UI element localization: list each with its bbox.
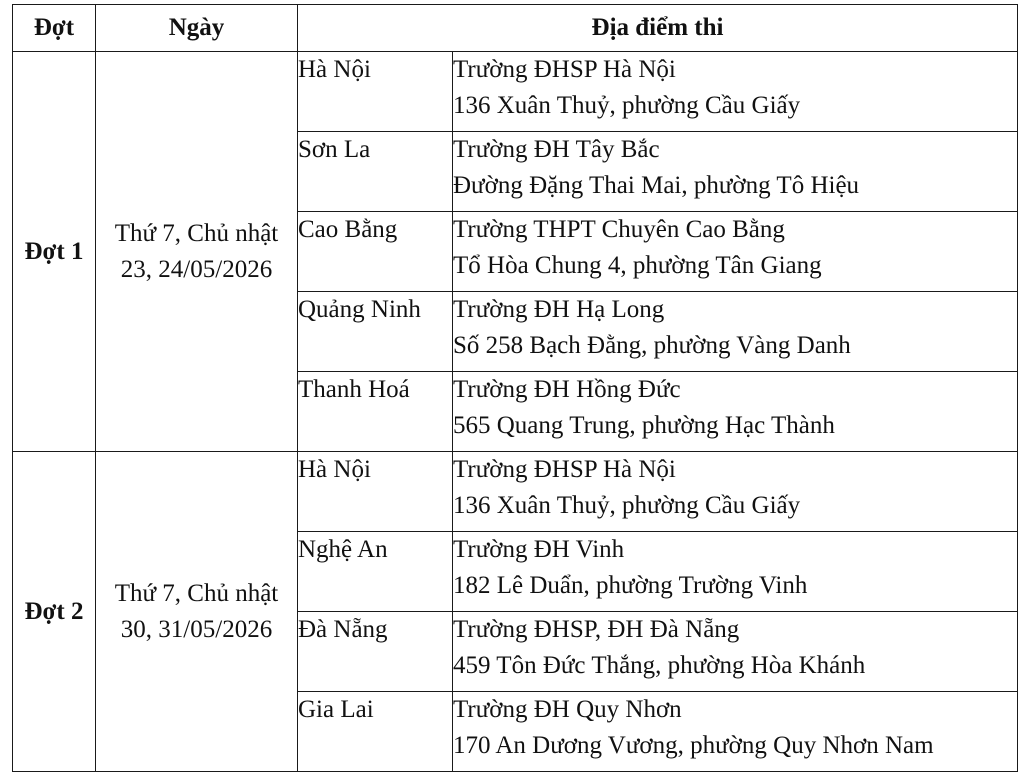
province-cell: Đà Nẵng — [298, 612, 453, 692]
venue-address: 459 Tôn Đức Thắng, phường Hòa Khánh — [453, 652, 866, 679]
province-cell: Hà Nội — [298, 52, 453, 132]
venue-cell — [453, 532, 1018, 612]
venue-school: Trường ĐH Vinh — [453, 536, 625, 563]
header-ngay: Ngày — [96, 5, 298, 52]
province-cell: Quảng Ninh — [298, 292, 453, 372]
venue-cell — [453, 292, 1018, 372]
header-dia-diem: Địa điểm thi — [298, 5, 1018, 52]
venue-school: Trường ĐH Hồng Đức — [453, 376, 681, 403]
header-row — [13, 5, 1018, 52]
round-date-line1: Thứ 7, Chủ nhật — [114, 219, 279, 247]
venue-cell — [453, 212, 1018, 292]
table-row — [13, 452, 1018, 532]
exam-schedule-table — [12, 4, 1018, 772]
venue-cell — [453, 452, 1018, 532]
venue-address: Tổ Hòa Chung 4, phường Tân Giang — [453, 252, 822, 279]
venue-school: Trường ĐHSP Hà Nội — [453, 456, 676, 483]
round-label: Đợt 2 — [13, 452, 96, 772]
venue-cell — [453, 52, 1018, 132]
province-cell: Nghệ An — [298, 532, 453, 612]
venue-cell — [453, 692, 1018, 772]
province-cell: Thanh Hoá — [298, 372, 453, 452]
venue-school: Trường ĐH Quy Nhơn — [453, 696, 682, 723]
venue-address: 182 Lê Duẩn, phường Trường Vinh — [453, 572, 808, 599]
round-date-line2: 23, 24/05/2026 — [120, 255, 273, 283]
round-date-line2: 30, 31/05/2026 — [120, 615, 273, 643]
venue-address: Số 258 Bạch Đằng, phường Vàng Danh — [453, 332, 851, 359]
venue-school: Trường ĐHSP, ĐH Đà Nẵng — [453, 616, 740, 643]
venue-address: 136 Xuân Thuỷ, phường Cầu Giấy — [453, 492, 801, 519]
province-cell: Cao Bằng — [298, 212, 453, 292]
venue-cell — [453, 612, 1018, 692]
venue-school: Trường ĐH Tây Bắc — [453, 136, 660, 163]
table-row — [13, 52, 1018, 132]
round-date-line1: Thứ 7, Chủ nhật — [114, 579, 279, 607]
round-label: Đợt 1 — [13, 52, 96, 452]
venue-school: Trường THPT Chuyên Cao Bằng — [453, 216, 785, 243]
header-dot: Đợt — [13, 5, 96, 52]
venue-cell — [453, 372, 1018, 452]
venue-address: 170 An Dương Vương, phường Quy Nhơn Nam — [453, 732, 934, 759]
venue-school: Trường ĐHSP Hà Nội — [453, 56, 676, 83]
venue-address: 136 Xuân Thuỷ, phường Cầu Giấy — [453, 92, 801, 119]
venue-address: 565 Quang Trung, phường Hạc Thành — [453, 412, 835, 439]
venue-cell — [453, 132, 1018, 212]
venue-school: Trường ĐH Hạ Long — [453, 296, 665, 323]
venue-address: Đường Đặng Thai Mai, phường Tô Hiệu — [453, 172, 860, 199]
round-date — [96, 52, 298, 452]
province-cell: Sơn La — [298, 132, 453, 212]
round-date — [96, 452, 298, 772]
province-cell: Hà Nội — [298, 452, 453, 532]
province-cell: Gia Lai — [298, 692, 453, 772]
